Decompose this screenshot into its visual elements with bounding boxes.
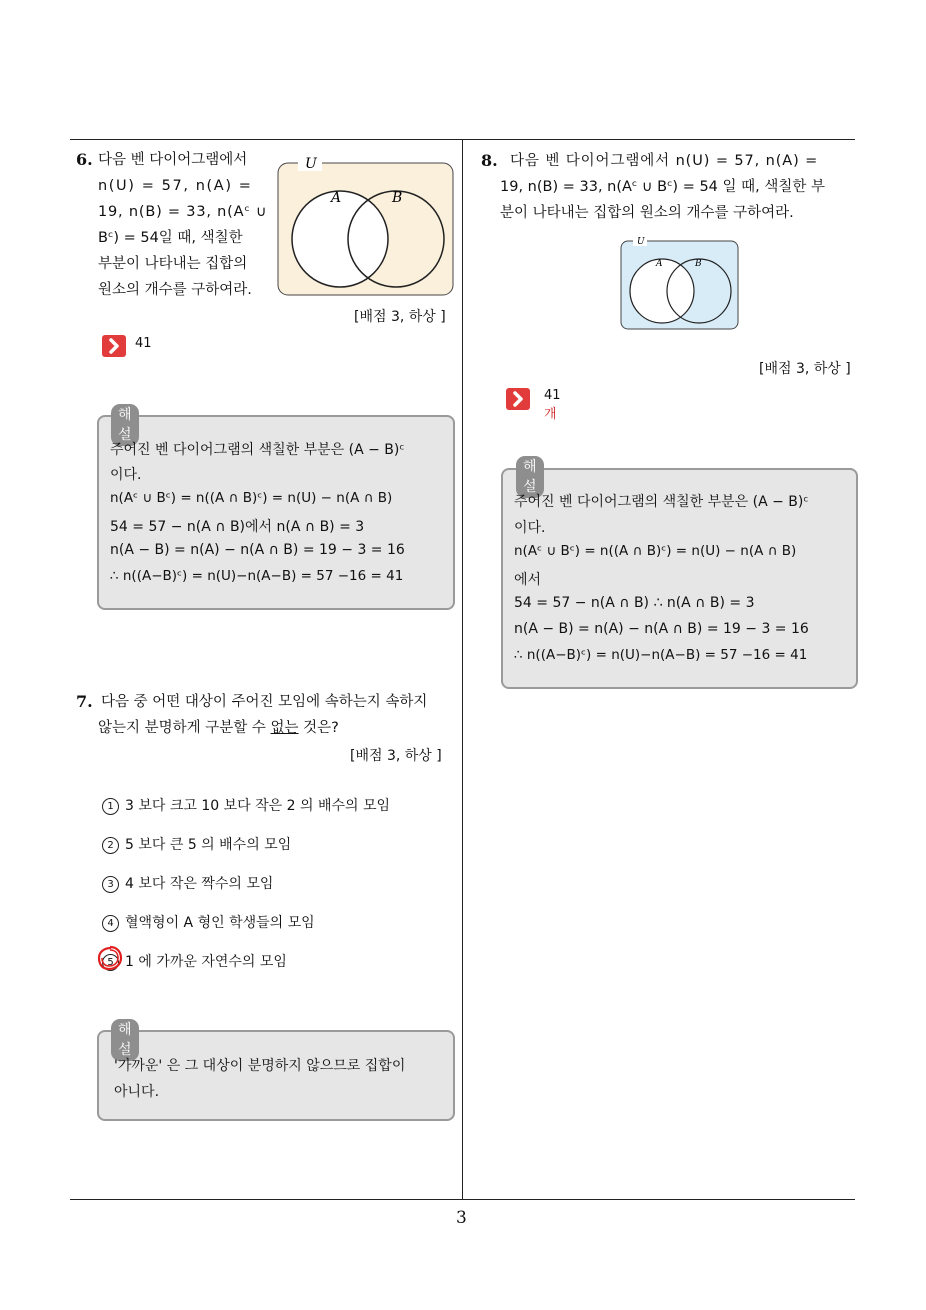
answer-icon <box>506 388 530 410</box>
question-text-line: 19, n(B) = 33, n(Aᶜ ∪ <box>98 204 268 220</box>
choice-mark: 1 <box>102 798 119 815</box>
choice-1[interactable]: 1 3 보다 크고 10 보다 작은 2 의 배수의 모임 <box>102 795 390 815</box>
question-text-line: Bᶜ) = 54일 때, 색칠한 <box>98 230 243 246</box>
answer-value: 41 <box>135 336 152 351</box>
venn-diagram <box>619 234 741 332</box>
solution-tag: 해설 <box>111 404 139 446</box>
emphasis-underline: 없는 <box>270 720 299 736</box>
question-text-line: 않는지 분명하게 구분할 수 없는 것은? <box>98 720 339 736</box>
solution-line: ∴ n((A−B)ᶜ) = n(U)−n(A−B) = 57 −16 = 41 <box>514 647 808 663</box>
choice-2[interactable]: 2 5 보다 큰 5 의 배수의 모임 <box>102 834 291 854</box>
answer-unit: 개 <box>544 407 557 422</box>
choice-mark: 4 <box>102 915 119 932</box>
question-text-line: 다음 벤 다이어그램에서 n(U) = 57, n(A) = <box>510 153 819 169</box>
choice-5[interactable]: 5 1 에 가까운 자연수의 모임 <box>102 951 287 971</box>
solution-line: 주어진 벤 다이어그램의 색칠한 부분은 (A − B)ᶜ <box>514 494 809 510</box>
question-text-line: 다음 벤 다이어그램에서 <box>98 152 248 168</box>
question-number: 7. <box>76 692 93 711</box>
page-number: 3 <box>456 1208 467 1228</box>
universal-set-label: U <box>305 156 317 172</box>
question-text-line: 분이 나타내는 집합의 원소의 개수를 구하여라. <box>500 205 794 221</box>
correct-answer-circle-icon <box>96 944 124 972</box>
question-text-line: 다음 중 어떤 대상이 주어진 모임에 속하는지 속하지 <box>101 694 428 710</box>
solution-line: n(A − B) = n(A) − n(A ∩ B) = 19 − 3 = 16 <box>514 621 809 637</box>
venn-diagram <box>276 152 456 298</box>
solution-tag: 해설 <box>111 1019 139 1061</box>
question-text-line: 원소의 개수를 구하여라. <box>98 282 252 298</box>
score-label: [배점 3, 하상 ] <box>354 309 446 325</box>
choice-mark: 3 <box>102 876 119 893</box>
answer-value: 41 개 <box>544 388 561 422</box>
solution-tag: 해설 <box>516 456 544 498</box>
solution-box <box>97 1030 455 1121</box>
choice-mark: 5 <box>102 954 119 971</box>
solution-line: 아니다. <box>114 1084 160 1100</box>
question-number: 6. <box>76 150 93 169</box>
solution-line: n(A − B) = n(A) − n(A ∩ B) = 19 − 3 = 16 <box>110 542 405 558</box>
solution-line: 54 = 57 − n(A ∩ B) ∴ n(A ∩ B) = 3 <box>514 595 755 611</box>
solution-line: 54 = 57 − n(A ∩ B)에서 n(A ∩ B) = 3 <box>110 519 365 535</box>
set-a-label: A <box>656 259 663 269</box>
question-text-line: 19, n(B) = 33, n(Aᶜ ∪ Bᶜ) = 54 일 때, 색칠한 부 <box>500 179 825 195</box>
score-label: [배점 3, 하상 ] <box>350 748 442 764</box>
answer-icon <box>102 335 126 357</box>
universal-set-label: U <box>637 237 645 247</box>
solution-line: n(Aᶜ ∪ Bᶜ) = n((A ∩ B)ᶜ) = n(U) − n(A ∩ B) <box>514 543 797 559</box>
question-text-line: 부분이 나타내는 집합의 <box>98 256 248 272</box>
choice-3[interactable]: 3 4 보다 작은 짝수의 모임 <box>102 873 273 893</box>
set-b-label: B <box>392 190 403 206</box>
choice-4[interactable]: 4 혈액형이 A 형인 학생들의 모임 <box>102 912 315 932</box>
column-divider <box>462 139 463 1200</box>
solution-line: '가까운' 은 그 대상이 분명하지 않으므로 집합이 <box>114 1058 406 1074</box>
solution-line: 에서 <box>514 572 542 588</box>
set-a-label: A <box>331 190 342 206</box>
question-text-line: n(U) = 57, n(A) = <box>98 178 253 194</box>
set-b-label: B <box>695 259 702 269</box>
solution-line: n(Aᶜ ∪ Bᶜ) = n((A ∩ B)ᶜ) = n(U) − n(A ∩ B) <box>110 490 393 506</box>
solution-line: 이다. <box>110 467 142 483</box>
score-label: [배점 3, 하상 ] <box>759 361 851 377</box>
choice-mark: 2 <box>102 837 119 854</box>
solution-line: ∴ n((A−B)ᶜ) = n(U)−n(A−B) = 57 −16 = 41 <box>110 568 404 584</box>
solution-line: 이다. <box>514 520 546 536</box>
solution-line: 주어진 벤 다이어그램의 색칠한 부분은 (A − B)ᶜ <box>110 442 405 458</box>
question-number: 8. <box>481 151 498 170</box>
